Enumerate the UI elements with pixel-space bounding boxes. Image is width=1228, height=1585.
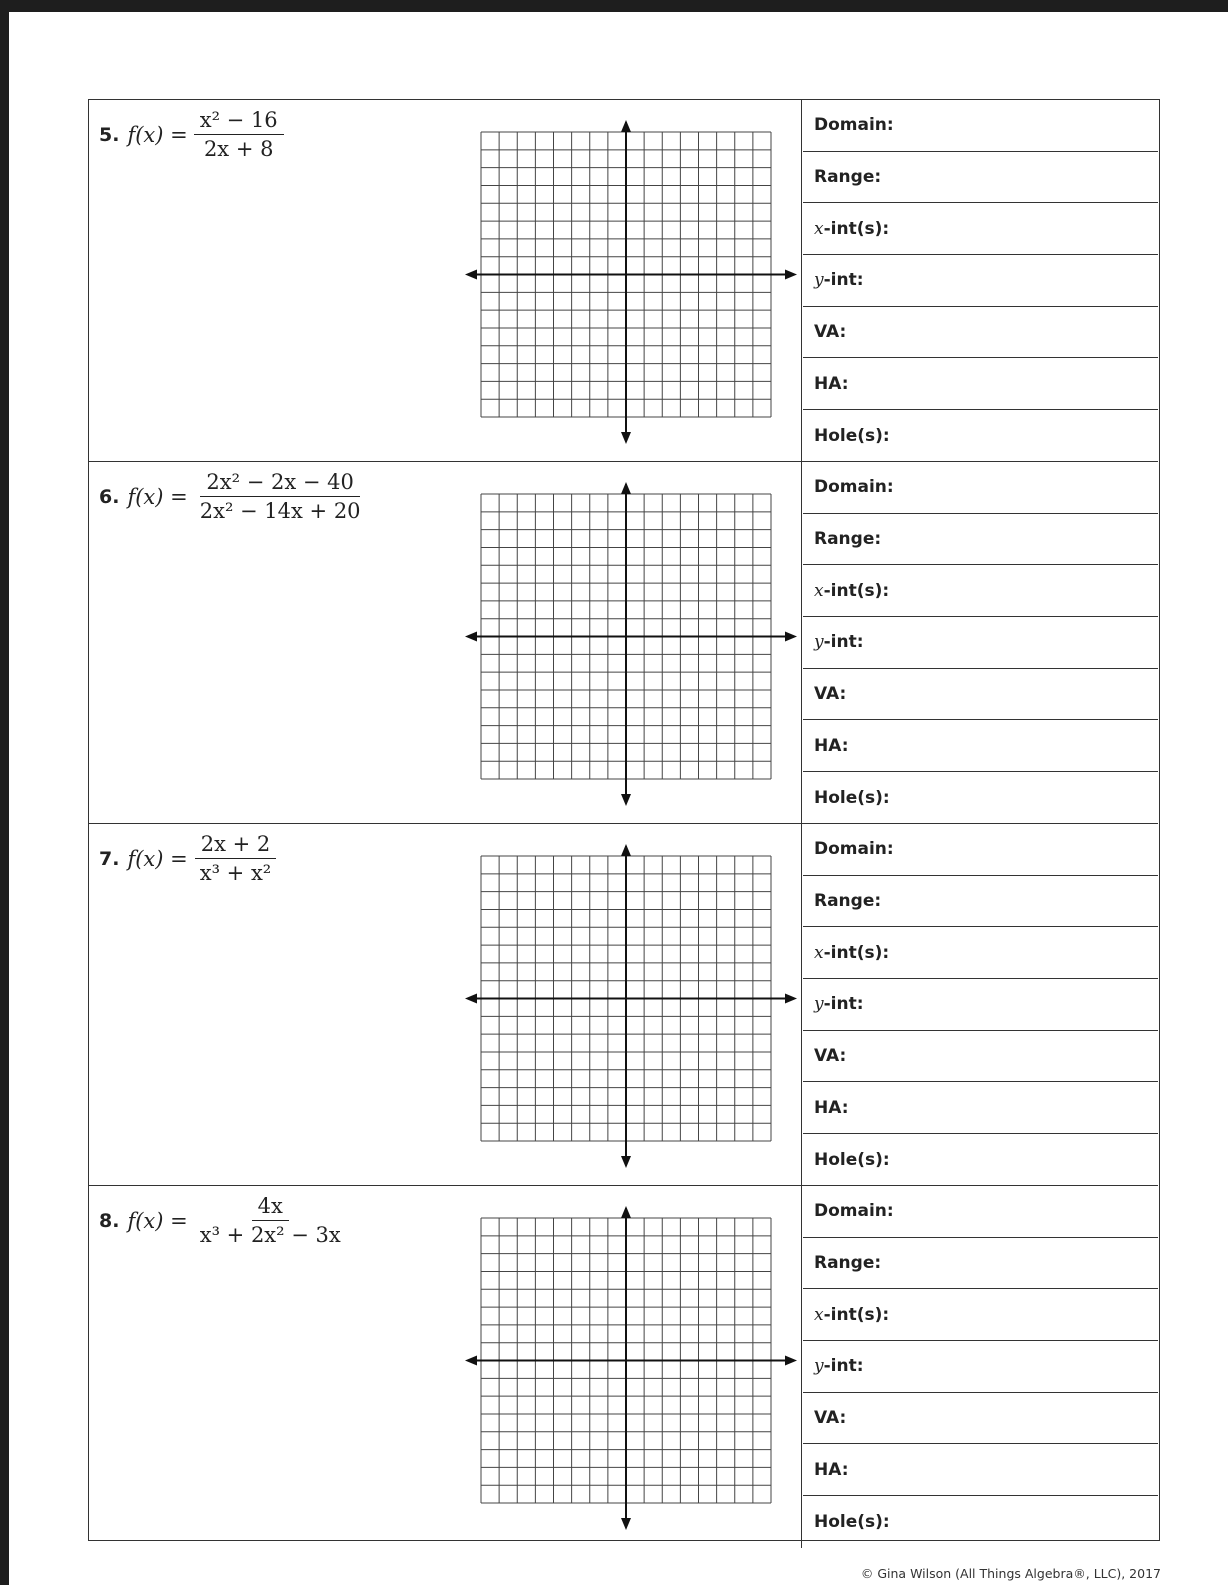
y-intercept-label: -int: — [823, 1356, 864, 1377]
problem-cell — [89, 824, 802, 1185]
y-intercept-label: -int: — [823, 994, 864, 1015]
range-field[interactable] — [803, 1238, 1158, 1290]
x-var: x — [814, 218, 824, 239]
domain-field[interactable] — [803, 462, 1158, 514]
problem-number: 6. — [99, 485, 120, 508]
y-intercept-label: -int: — [823, 270, 864, 291]
coordinate-grid[interactable] — [463, 1206, 799, 1530]
numerator: x² − 16 — [194, 108, 284, 135]
x-axis-left-arrow — [465, 632, 477, 642]
domain-field[interactable] — [803, 100, 1158, 152]
va-label: VA: — [814, 1408, 847, 1429]
x-axis-left-arrow — [465, 270, 477, 280]
vertical-asymptote-field[interactable] — [803, 1031, 1158, 1083]
range-label: Range: — [814, 891, 882, 912]
domain-label: Domain: — [814, 115, 894, 136]
coordinate-grid[interactable] — [463, 844, 799, 1168]
y-intercept-field[interactable] — [803, 979, 1158, 1031]
horizontal-asymptote-field[interactable] — [803, 358, 1158, 410]
denominator: 2x² − 14x + 20 — [199, 499, 361, 523]
holes-label: Hole(s): — [814, 1149, 890, 1170]
problem-cell — [89, 1186, 802, 1548]
holes-field[interactable] — [803, 1134, 1158, 1186]
y-intercept-field[interactable] — [803, 617, 1158, 669]
x-intercepts-label: -int(s): — [823, 942, 890, 963]
y-var: y — [814, 1356, 824, 1377]
horizontal-asymptote-field[interactable] — [803, 1444, 1158, 1496]
y-axis-down-arrow — [621, 794, 631, 806]
coordinate-grid[interactable] — [463, 482, 799, 806]
range-field[interactable] — [803, 152, 1158, 204]
function-label: f(x) = — [127, 1208, 188, 1233]
x-axis-right-arrow — [785, 270, 797, 280]
problem-number: 5. — [99, 123, 120, 146]
holes-label: Hole(s): — [814, 787, 890, 808]
coordinate-grid[interactable] — [463, 120, 799, 444]
problem-number: 7. — [99, 847, 120, 870]
x-intercepts-field[interactable] — [803, 1289, 1158, 1341]
y-axis-down-arrow — [621, 432, 631, 444]
rational-expression — [194, 470, 367, 523]
horizontal-asymptote-field[interactable] — [803, 1082, 1158, 1134]
x-axis-right-arrow — [785, 1356, 797, 1366]
x-var: x — [814, 580, 824, 601]
x-intercepts-label: -int(s): — [823, 1304, 890, 1325]
holes-label: Hole(s): — [814, 1511, 890, 1532]
x-axis-right-arrow — [785, 994, 797, 1004]
y-var: y — [814, 632, 824, 653]
y-axis-down-arrow — [621, 1156, 631, 1168]
function-label: f(x) = — [127, 846, 188, 871]
y-axis-down-arrow — [621, 1518, 631, 1530]
y-intercept-label: -int: — [823, 632, 864, 653]
copyright-footer: © Gina Wilson (All Things Algebra®, LLC), 2017 — [860, 1566, 1161, 1581]
y-var: y — [814, 270, 824, 291]
va-label: VA: — [814, 684, 847, 705]
worksheet-page — [9, 12, 1228, 1585]
range-label: Range: — [814, 529, 882, 550]
function-formula — [99, 470, 367, 523]
domain-label: Domain: — [814, 477, 894, 498]
domain-label: Domain: — [814, 1201, 894, 1222]
worksheet-table — [88, 99, 1160, 1541]
y-axis-up-arrow — [621, 844, 631, 856]
function-label: f(x) = — [127, 122, 188, 147]
y-axis-up-arrow — [621, 1206, 631, 1218]
y-var: y — [814, 994, 824, 1015]
rational-expression — [194, 108, 284, 161]
holes-label: Hole(s): — [814, 425, 890, 446]
domain-field[interactable] — [803, 1186, 1158, 1238]
x-intercepts-field[interactable] — [803, 565, 1158, 617]
problem-row-7 — [89, 824, 1158, 1186]
ha-label: HA: — [814, 1097, 849, 1118]
domain-field[interactable] — [803, 824, 1158, 876]
range-field[interactable] — [803, 514, 1158, 566]
properties-column — [803, 1186, 1158, 1548]
vertical-asymptote-field[interactable] — [803, 669, 1158, 721]
problem-row-8 — [89, 1186, 1158, 1548]
numerator: 4x — [252, 1194, 289, 1221]
problem-row-6 — [89, 462, 1158, 824]
denominator: 2x + 8 — [203, 137, 274, 161]
holes-field[interactable] — [803, 772, 1158, 824]
holes-field[interactable] — [803, 1496, 1158, 1548]
x-intercepts-label: -int(s): — [823, 218, 890, 239]
horizontal-asymptote-field[interactable] — [803, 720, 1158, 772]
y-axis-up-arrow — [621, 482, 631, 494]
va-label: VA: — [814, 322, 847, 343]
rational-expression — [194, 1194, 347, 1247]
properties-column — [803, 462, 1158, 823]
x-var: x — [814, 942, 824, 963]
range-field[interactable] — [803, 876, 1158, 928]
range-label: Range: — [814, 167, 882, 188]
x-var: x — [814, 1304, 824, 1325]
x-axis-right-arrow — [785, 632, 797, 642]
vertical-asymptote-field[interactable] — [803, 1393, 1158, 1445]
ha-label: HA: — [814, 735, 849, 756]
x-intercepts-field[interactable] — [803, 927, 1158, 979]
numerator: 2x² − 2x − 40 — [200, 470, 359, 497]
function-formula — [99, 108, 284, 161]
properties-column — [803, 824, 1158, 1185]
vertical-asymptote-field[interactable] — [803, 307, 1158, 359]
function-formula — [99, 1194, 347, 1247]
function-formula — [99, 832, 277, 885]
ha-label: HA: — [814, 373, 849, 394]
function-label: f(x) = — [127, 484, 188, 509]
x-intercepts-label: -int(s): — [823, 580, 890, 601]
denominator: x³ + x² — [199, 861, 272, 885]
problem-cell — [89, 462, 802, 823]
range-label: Range: — [814, 1253, 882, 1274]
properties-column — [803, 100, 1158, 461]
y-intercept-field[interactable] — [803, 255, 1158, 307]
denominator: x³ + 2x² − 3x — [199, 1223, 341, 1247]
rational-expression — [194, 832, 277, 885]
ha-label: HA: — [814, 1459, 849, 1480]
y-axis-up-arrow — [621, 120, 631, 132]
domain-label: Domain: — [814, 839, 894, 860]
numerator: 2x + 2 — [195, 832, 277, 859]
x-axis-left-arrow — [465, 1356, 477, 1366]
holes-field[interactable] — [803, 410, 1158, 462]
problem-cell — [89, 100, 802, 461]
x-intercepts-field[interactable] — [803, 203, 1158, 255]
x-axis-left-arrow — [465, 994, 477, 1004]
problem-row-5 — [89, 100, 1158, 462]
problem-number: 8. — [99, 1209, 120, 1232]
y-intercept-field[interactable] — [803, 1341, 1158, 1393]
va-label: VA: — [814, 1046, 847, 1067]
